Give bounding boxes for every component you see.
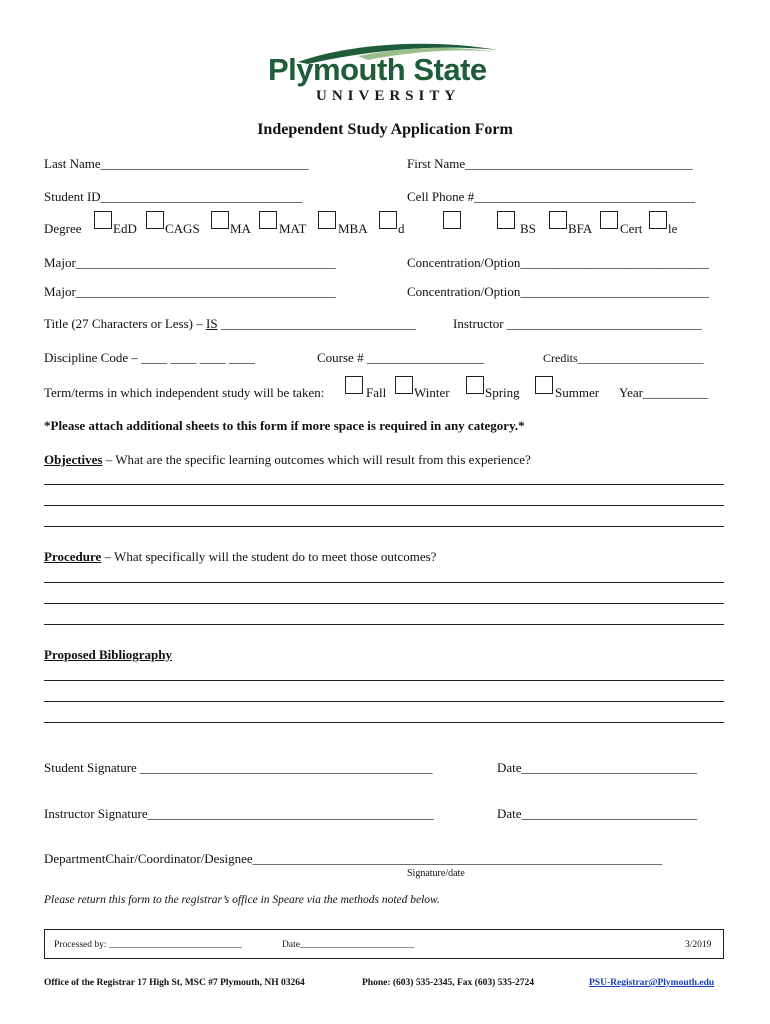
degree-label-cert: Cert bbox=[620, 221, 643, 236]
university-logo bbox=[268, 38, 504, 110]
term-label-spring: Spring bbox=[485, 385, 520, 400]
procedure-question: – What specifically will the student do to meet those outcomes? bbox=[101, 549, 437, 564]
term-checkbox-spring[interactable] bbox=[466, 376, 484, 394]
degree-label-d: d bbox=[398, 221, 405, 236]
signature-date-caption: Signature/date bbox=[407, 868, 465, 879]
major-field-2[interactable]: Major________________________________________ bbox=[44, 284, 336, 299]
degree-checkbox-mba[interactable] bbox=[318, 211, 336, 229]
term-label-fall: Fall bbox=[366, 385, 387, 400]
title-is-code: IS bbox=[206, 316, 218, 331]
form-title: Independent Study Application Form bbox=[257, 121, 513, 138]
concentration-field-2[interactable]: Concentration/Option_____________________________ bbox=[407, 284, 709, 299]
degree-checkbox-bs[interactable] bbox=[497, 211, 515, 229]
footer-phone: Phone: (603) 535-2345, Fax (603) 535-2724 bbox=[362, 978, 535, 988]
title-field[interactable] bbox=[44, 316, 416, 332]
degree-checkbox-bfa[interactable] bbox=[549, 211, 567, 229]
degree-checkbox-ma[interactable] bbox=[211, 211, 229, 229]
bibliography-line[interactable] bbox=[44, 680, 724, 681]
degree-checkbox-cags[interactable] bbox=[146, 211, 164, 229]
title-label: Title (27 Characters or Less) – bbox=[44, 316, 206, 331]
degree-label-mat: MAT bbox=[279, 221, 307, 236]
term-label-summer: Summer bbox=[555, 385, 600, 400]
degree-label-bfa: BFA bbox=[568, 221, 593, 236]
footer-email-link[interactable]: PSU-Registrar@Plymouth.edu bbox=[589, 978, 715, 988]
objectives-line[interactable] bbox=[44, 484, 724, 485]
term-label-winter: Winter bbox=[414, 385, 450, 400]
footer-address: Office of the Registrar 17 High St, MSC #7 Plymouth, NH 03264 bbox=[44, 978, 305, 988]
student-signature-field[interactable]: Student Signature _____________________________________________ bbox=[44, 760, 433, 775]
term-checkbox-fall[interactable] bbox=[345, 376, 363, 394]
return-note: Please return this form to the registrar’s office in Speare via the methods noted below. bbox=[44, 894, 440, 906]
logo-title: Plymouth State bbox=[268, 52, 487, 87]
instructor-date-field[interactable]: Date___________________________ bbox=[497, 806, 698, 821]
objectives-question: – What are the specific learning outcomes which will result from this experience? bbox=[102, 452, 531, 467]
degree-label-cags: CAGS bbox=[165, 221, 200, 236]
degree-checkbox-mat[interactable] bbox=[259, 211, 277, 229]
procedure-line[interactable] bbox=[44, 582, 724, 583]
procedure-line[interactable] bbox=[44, 603, 724, 604]
degree-label-bs: BS bbox=[520, 221, 536, 236]
processed-by-field[interactable]: Processed by: ____________________________ bbox=[54, 940, 242, 950]
degree-checkbox-blank[interactable] bbox=[443, 211, 461, 229]
degree-checkbox-edd[interactable] bbox=[94, 211, 112, 229]
degree-checkbox-d[interactable] bbox=[379, 211, 397, 229]
instructor-signature-field[interactable]: Instructor Signature____________________________________________ bbox=[44, 806, 434, 821]
degree-label-edd: EdD bbox=[113, 221, 137, 236]
degree-label-mba: MBA bbox=[338, 221, 368, 236]
attach-note: *Please attach additional sheets to this form if more space is required in any category.* bbox=[44, 418, 525, 433]
degree-label-le: le bbox=[668, 221, 678, 236]
objectives-line[interactable] bbox=[44, 526, 724, 527]
concentration-field-1[interactable]: Concentration/Option_____________________________ bbox=[407, 255, 709, 270]
student-date-field[interactable]: Date___________________________ bbox=[497, 760, 698, 775]
form-version: 3/2019 bbox=[685, 940, 712, 950]
procedure-line[interactable] bbox=[44, 624, 724, 625]
title-blank: ______________________________ bbox=[217, 316, 416, 331]
credits-field[interactable]: Credits_____________________ bbox=[543, 351, 704, 365]
office-use-box bbox=[44, 929, 724, 959]
discipline-code-field[interactable]: Discipline Code – ____ ____ ____ ____ bbox=[44, 350, 255, 365]
degree-checkbox-cert[interactable] bbox=[600, 211, 618, 229]
year-field[interactable]: Year__________ bbox=[619, 385, 708, 400]
logo-subtitle: UNIVERSITY bbox=[316, 88, 461, 104]
cell-phone-field[interactable]: Cell Phone #__________________________________ bbox=[407, 189, 696, 204]
first-name-field[interactable]: First Name___________________________________ bbox=[407, 156, 693, 171]
objectives-heading: Objectives bbox=[44, 452, 103, 467]
course-number-field[interactable]: Course # __________________ bbox=[317, 350, 484, 365]
student-id-field[interactable]: Student ID_______________________________ bbox=[44, 189, 303, 204]
instructor-field[interactable]: Instructor ______________________________ bbox=[453, 316, 702, 331]
objectives-line[interactable] bbox=[44, 505, 724, 506]
processed-date-field[interactable]: Date________________________ bbox=[282, 940, 414, 950]
last-name-field[interactable]: Last Name________________________________ bbox=[44, 156, 309, 171]
term-checkbox-summer[interactable] bbox=[535, 376, 553, 394]
degree-label-ma: MA bbox=[230, 221, 251, 236]
bibliography-heading: Proposed Bibliography bbox=[44, 647, 172, 662]
major-field-1[interactable]: Major________________________________________ bbox=[44, 255, 336, 270]
bibliography-line[interactable] bbox=[44, 701, 724, 702]
term-checkbox-winter[interactable] bbox=[395, 376, 413, 394]
degree-label: Degree bbox=[44, 221, 82, 236]
procedure-heading: Procedure bbox=[44, 549, 102, 564]
degree-checkbox-le[interactable] bbox=[649, 211, 667, 229]
bibliography-line[interactable] bbox=[44, 722, 724, 723]
term-label: Term/terms in which independent study will be taken: bbox=[44, 385, 325, 400]
procedure-prompt bbox=[44, 549, 436, 565]
department-signature-field[interactable]: DepartmentChair/Coordinator/Designee_______________________________________________________________ bbox=[44, 851, 663, 866]
objectives-prompt bbox=[44, 452, 531, 468]
